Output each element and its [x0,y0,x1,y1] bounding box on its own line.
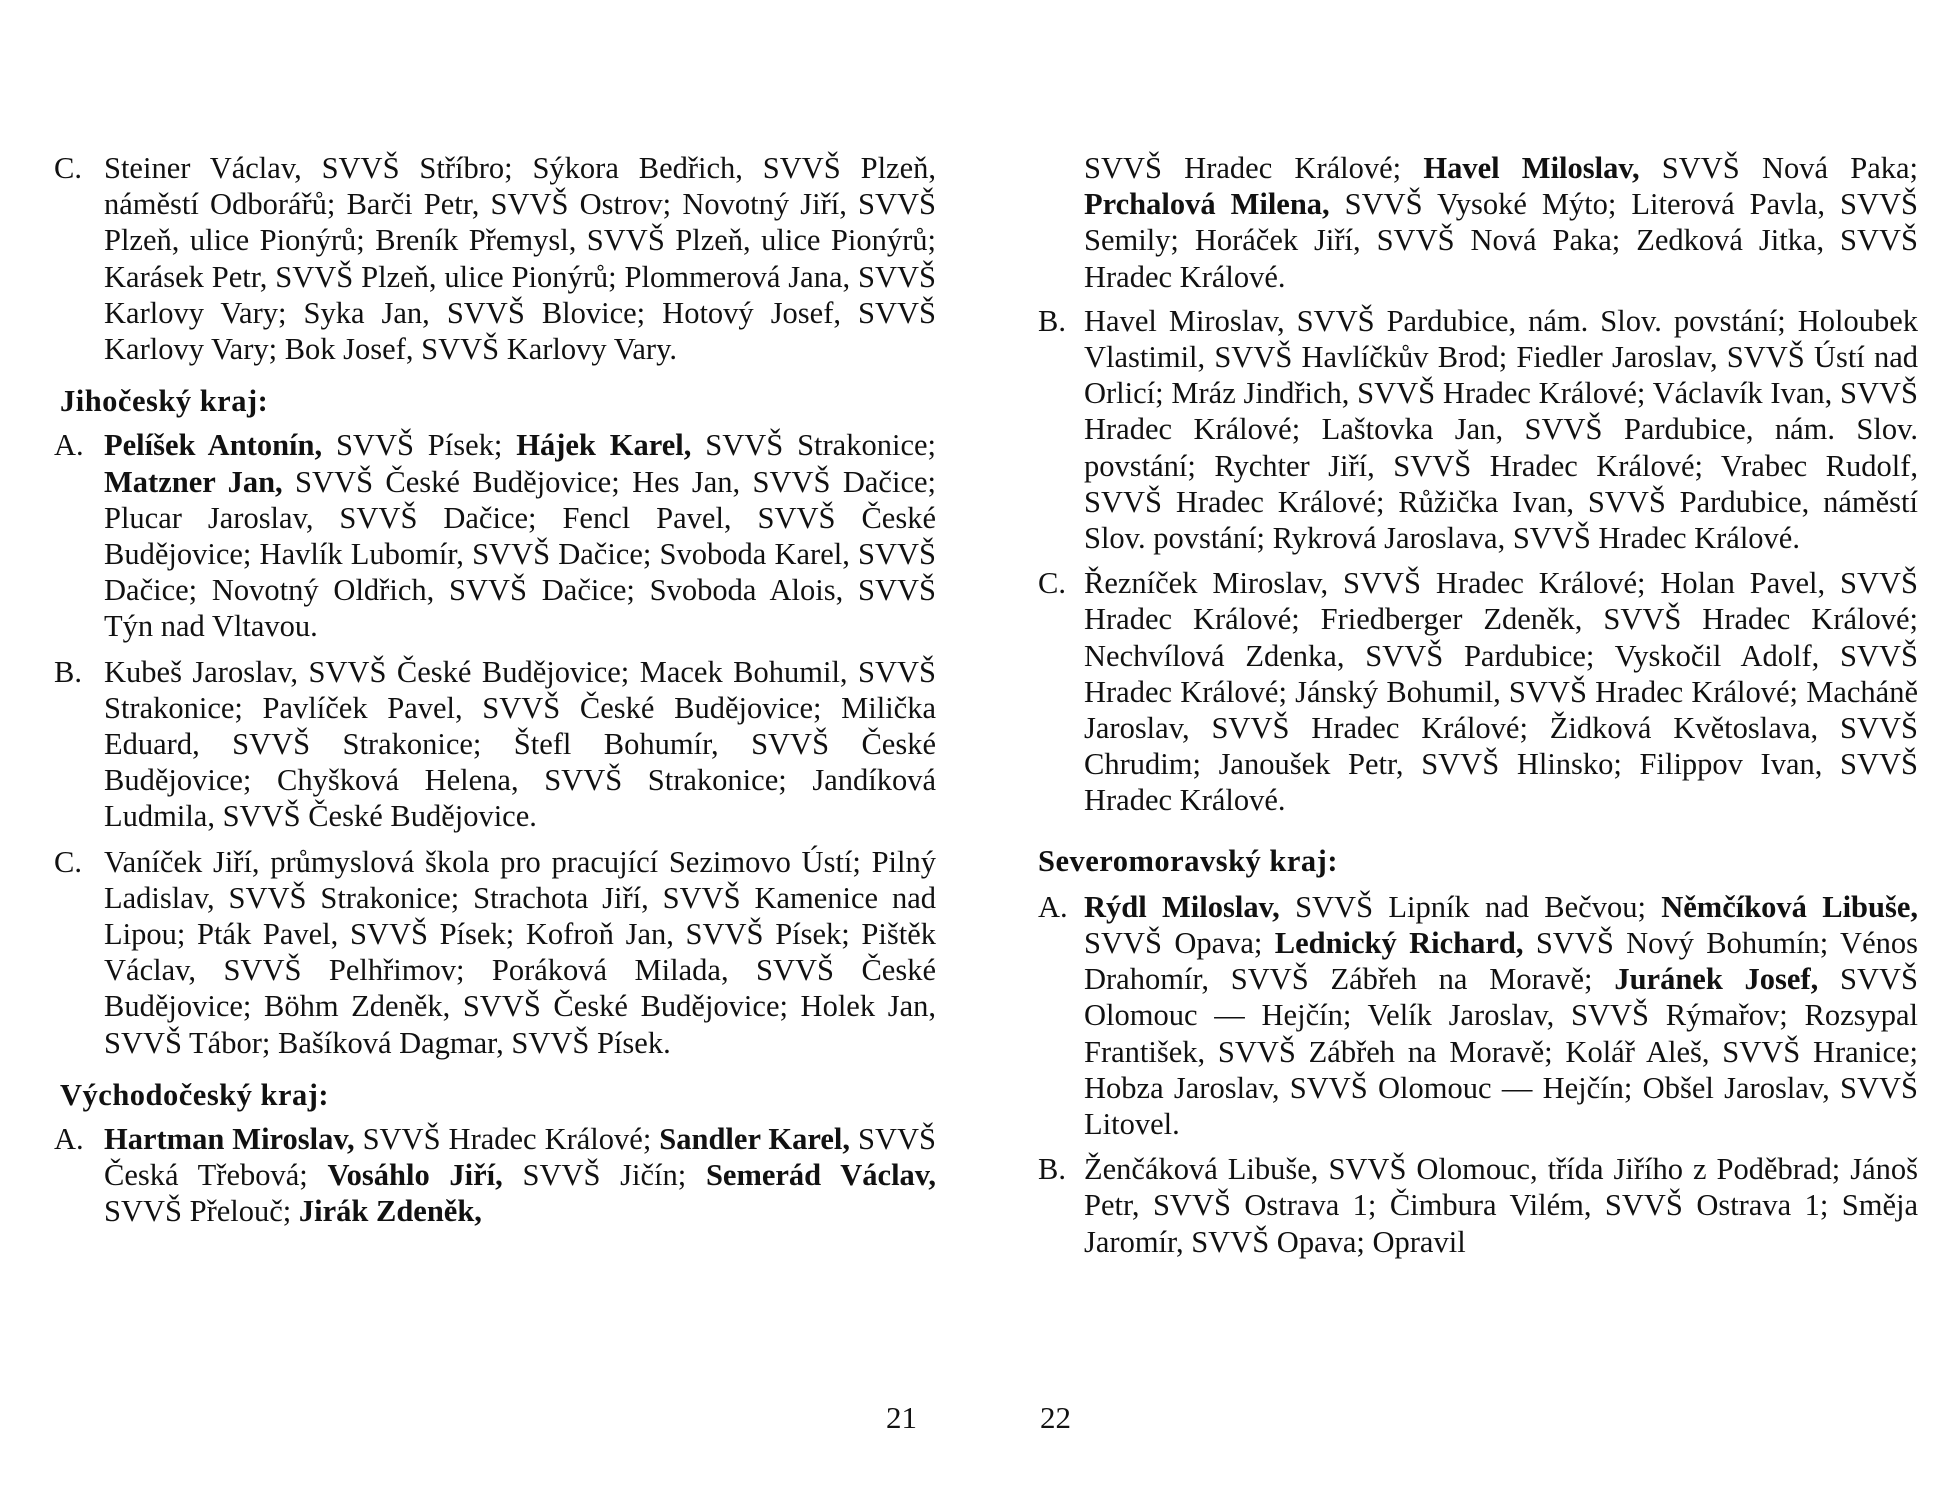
region-heading-severomoravsky: Severomoravský kraj: [1038,843,1338,878]
vychodocesky-a-continuation [1038,150,1918,295]
jihocesky-c-entry [54,844,936,1061]
entry-text: Havel Miroslav, SVVŠ Pardubice, nám. Slov. povstání; Holoubek Vlastimil, SVVŠ Havlíčkův Brod; Fiedler Jaroslav, SVVŠ Ústí nad Orlicí; Mráz Jindřich, SVVŠ Hradec Králové; Václavík Ivan, SVVŠ Hradec Králové; Laštovka Jan, SVVŠ Pardubice, nám. Slov. povstání; Rychter Jiří, SVVŠ Hradec Králové; Vrabec Rudolf, SVVŠ Hradec Králové; Růžička Ivan, SVVŠ Pardubice, náměstí Slov. povstání; Rykrová Jaroslava, SVVŠ Hradec Králové. [1084,303,1918,556]
entry-fragment: SVVŠ Česká Třebová; [104,1122,937,1193]
page-number-right: 22 [1040,1400,1071,1435]
bold-name: Hartman Miroslav, [104,1122,355,1157]
entry-text [104,1121,936,1230]
entry-letter: C. [1038,566,1066,601]
entry-text: Ženčáková Libuše, SVVŠ Olomouc, třída Jiřího z Poděbrad; Jánoš Petr, SVVŠ Ostrava 1; Čimbura Vilém, SVVŠ Ostrava 1; Směja Jaromír, SVVŠ Opava; Opravil [1084,1152,1918,1259]
entry-text [1084,889,1918,1142]
entry-letter: B. [1038,1152,1066,1187]
entry-letter: C. [54,151,82,185]
entry-letter: A. [1038,889,1068,924]
entry-fragment: SVVŠ Vysoké Mýto; Literová Pavla, SVVŠ Semily; Horáček Jiří, SVVŠ Nová Paka; Zedková Jitka, SVVŠ Hradec Králové. [1084,187,1918,294]
bold-name: Pelíšek Antonín, [104,428,323,463]
entry-fragment: SVVŠ Hradec Králové; [1084,151,1424,185]
entry-fragment: SVVŠ Hradec Králové; [354,1122,660,1157]
entry-text: Kubeš Jaroslav, SVVŠ České Budějovice; Macek Bohumil, SVVŠ Strakonice; Pavlíček Pavel, SVVŠ České Budějovice; Milička Eduard, SVVŠ Strakonice; Štefl Bohumír, SVVŠ České Budějovice; Chyšková Helena, SVVŠ Strakonice; Jandíková Ludmila, SVVŠ České Budějovice. [104,654,936,834]
entry-fragment: SVVŠ České Budějovice; Hes Jan, SVVŠ Dačice; Plucar Jaroslav, SVVŠ Dačice; Fencl Pavel, SVVŠ České Budějovice; Havlík Lubomír, SVVŠ Dačice; Svoboda Karel, SVVŠ Dačice; Novotný Oldřich, SVVŠ Dačice; Svoboda Alois, SVVŠ Týn nad Vltavou. [104,464,936,644]
entry-text [104,427,936,644]
left-page [54,150,936,1239]
bold-name: Matzner Jan, [104,464,283,499]
bold-name: Juránek Josef, [1614,962,1819,997]
entry-text: Řezníček Miroslav, SVVŠ Hradec Králové; Holan Pavel, SVVŠ Hradec Králové; Friedberger Zdeněk, SVVŠ Hradec Králové; Nechvílová Zdenka, SVVŠ Pardubice; Vyskočil Adolf, SVVŠ Hradec Králové; Jánský Bohumil, SVVŠ Hradec Králové; Macháně Jaroslav, SVVŠ Hradec Králové; Židková Květoslava, SVVŠ Chrudim; Janoušek Petr, SVVŠ Hlinsko; Filippov Ivan, SVVŠ Hradec Králové. [1084,566,1918,818]
page-number-left: 21 [886,1400,917,1435]
right-page [1038,150,1918,1269]
entry-text: Steiner Václav, SVVŠ Stříbro; Sýkora Bedřich, SVVŠ Plzeň, náměstí Odborářů; Barči Petr, SVVŠ Ostrov; Novotný Jiří, SVVŠ Plzeň, ulice Pionýrů; Breník Přemysl, SVVŠ Plzeň, ulice Pionýrů; Karásek Petr, SVVŠ Plzeň, ulice Pionýrů; Plommerová Jana, SVVŠ Karlovy Vary; Syka Jan, SVVŠ Blovice; Hotový Josef, SVVŠ Karlovy Vary; Bok Josef, SVVŠ Karlovy Vary. [104,151,936,367]
region-heading-jihocesky: Jihočeský kraj: [60,384,269,419]
entry-letter: A. [54,428,84,463]
entry-fragment: SVVŠ Nová Paka; [1639,151,1918,185]
vychodocesky-a-entry [54,1121,936,1230]
severomoravsky-a-entry [1038,889,1918,1142]
entry-fragment: SVVŠ Lipník nad Bečvou; [1279,889,1662,924]
entry-fragment: SVVŠ Strakonice; [691,428,936,463]
bold-name: Semerád Václav, [705,1158,936,1193]
entry-letter: A. [54,1122,84,1157]
jihocesky-b-entry [54,654,936,835]
bold-name: Prchalová Milena, [1084,187,1330,222]
entry-fragment: SVVŠ Jičín; [502,1158,706,1193]
bold-name: Vosáhlo Jiří, [327,1158,503,1193]
entry-letter: B. [54,654,82,689]
entry-letter: B. [1038,303,1066,338]
entry-fragment: SVVŠ Opava; [1084,926,1275,961]
entry-letter: C. [54,844,82,879]
jihocesky-a-entry [54,427,936,644]
bold-name: Havel Miloslav, [1423,151,1640,185]
region-heading-vychodocesky: Východočeský kraj: [60,1077,330,1112]
vychodocesky-b-entry [1038,303,1918,556]
bold-name: Sandler Karel, [659,1122,851,1157]
entry-fragment: SVVŠ Nový Bohumín; Vénos Drahomír, SVVŠ Zábřeh na Moravě; [1084,926,1918,997]
bold-name: Němčíková Libuše, [1661,889,1918,924]
entry-text: Vaníček Jiří, průmyslová škola pro pracující Sezimovo Ústí; Pilný Ladislav, SVVŠ Strakonice; Strachota Jiří, SVVŠ Kamenice nad Lipou; Pták Pavel, SVVŠ Písek; Kofroň Jan, SVVŠ Písek; Pištěk Václav, SVVŠ Pelhřimov; Poráková Milada, SVVŠ České Budějovice; Böhm Zdeněk, SVVŠ České Budějovice; Holek Jan, SVVŠ Tábor; Bašíková Dagmar, SVVŠ Písek. [104,844,936,1060]
plzen-c-entry [54,150,936,367]
bold-name: Hájek Karel, [516,428,692,463]
entry-fragment: SVVŠ Písek; [322,428,517,463]
vychodocesky-c-entry [1038,565,1918,818]
entry-fragment: SVVŠ Přelouč; [104,1194,299,1229]
bold-name: Jirák Zdeněk, [298,1194,482,1229]
bold-name: Rýdl Miloslav, [1084,889,1280,924]
severomoravsky-b-entry [1038,1151,1918,1260]
bold-name: Lednický Richard, [1274,926,1524,961]
entry-fragment: SVVŠ Olomouc — Hejčín; Velík Jaroslav, SVVŠ Rýmařov; Rozsypal František, SVVŠ Zábřeh na Moravě; Kolář Aleš, SVVŠ Hranice; Hobza Jaroslav, SVVŠ Olomouc — Hejčín; Obšel Jaroslav, SVVŠ Litovel. [1084,962,1919,1142]
